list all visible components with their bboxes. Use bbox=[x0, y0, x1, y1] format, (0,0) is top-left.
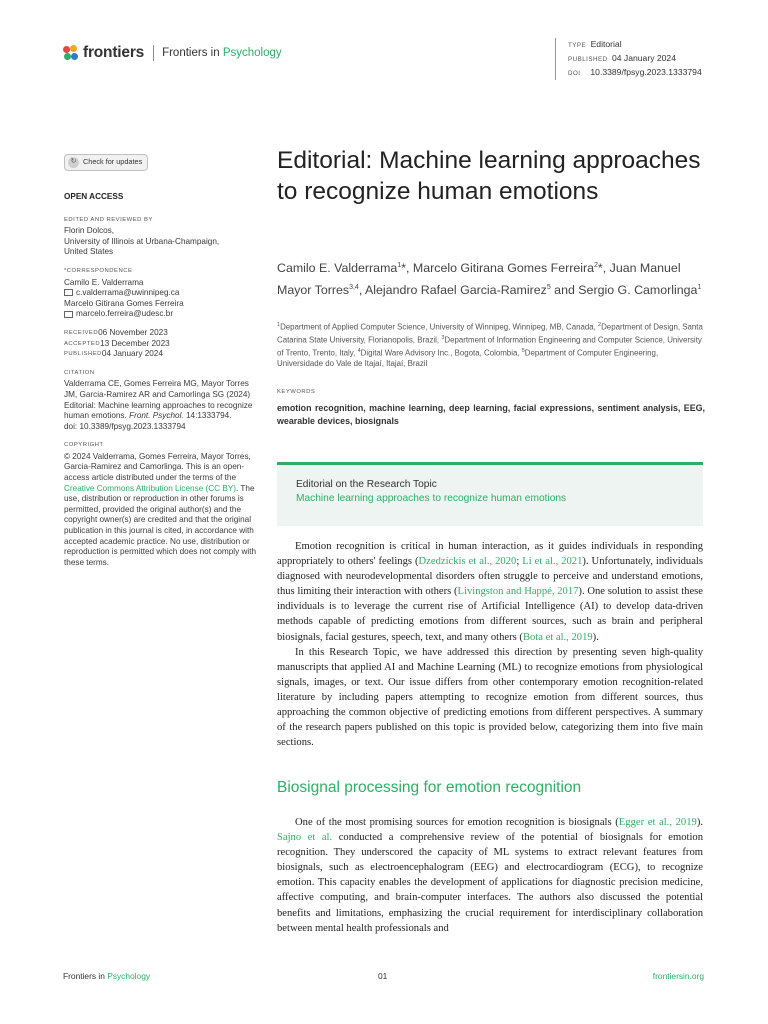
citation-link[interactable]: Livingston and Happé, 2017 bbox=[457, 586, 579, 598]
citation-text: Valderrama CE, Gomes Ferreira MG, Mayor Torres JM, Garcia-Ramirez AR and Camorlinga SG (2024) Editorial: Machine learning approaches to recognize human emotions. Front. Psychol. 14:1333794. doi: 10.3389/fpsyg.2023.1333794 bbox=[64, 379, 253, 431]
check-for-updates-label: Check for updates bbox=[83, 157, 143, 167]
author[interactable]: Juan Manuel Mayor Torres$^{3,4}$ bbox=[277, 261, 681, 298]
editor-line: United States bbox=[64, 247, 114, 257]
logo-dot-orange bbox=[70, 45, 77, 52]
author-list: Camilo E. Valderrama$^1$*, Marcelo Gitirana Gomes Ferreira$^2$*, Juan Manuel Mayor Torres$^{3,4}$, Alejandro Rafael Garcia-Ramirez$^5$ and Sergio G. Camorlinga$^1$ bbox=[277, 261, 702, 298]
page-number: 01 bbox=[378, 971, 388, 981]
correspondent-email[interactable]: c.valderrama@uwinnipeg.ca bbox=[64, 288, 260, 299]
keywords: emotion recognition, machine learning, deep learning, facial expressions, sentiment analysis, EEG, wearable devices, biosignals bbox=[277, 403, 705, 426]
type-value: Editorial bbox=[590, 39, 622, 49]
citation-link[interactable]: Li et al., 2021 bbox=[522, 556, 583, 568]
check-for-updates-button[interactable] bbox=[64, 154, 148, 171]
citation-link[interactable]: Egger et al., 2019 bbox=[618, 817, 697, 828]
copyright-text: © 2024 Valderrama, Gomes Ferreira, Mayor Torres, Garcia-Ramirez and Camorlinga. This is an open-access article distributed under the terms of the Creative Commons Attribution License (CC BY). The use, distribution or reproduction in other forums is permitted, provided the original author(s) and the copyright owner(s) are credited and that the original publication in this journal is cited, in accordance with accepted academic practice. No use, distribution or reproduction is permitted which does not comply with these terms. bbox=[64, 451, 257, 567]
paragraph: In this Research Topic, we have addressed this direction by presenting seven high-quality manuscripts that applied AI and Machine Learning (ML) to recognize emotions from physiological signals, images, or text. Our issue differs from other contemporary emotion recognition-related literature by including papers attempting to recognize emotion from different sources, thus approaching the common objective of predicting emotions from different perspectives. A summary of the research papers published on this topic is provided below, categorizing them into five main sections. bbox=[277, 646, 703, 749]
brand-name: frontiers bbox=[83, 44, 145, 61]
correspondent-name: Camilo E. Valderrama bbox=[64, 277, 144, 287]
doi-label: DOI bbox=[568, 70, 581, 77]
citation-link[interactable]: Sajno et al. bbox=[277, 832, 333, 844]
author[interactable]: Alejandro Rafael Garcia-Ramirez$^5$ bbox=[365, 283, 551, 298]
edited-label: EDITED AND REVIEWED BY bbox=[64, 216, 153, 223]
keywords-label: KEYWORDS bbox=[277, 389, 316, 395]
cc-by-license-link[interactable]: Creative Commons Attribution License (CC BY) bbox=[64, 483, 237, 493]
correspondent-email[interactable]: marcelo.ferreira@udesc.br bbox=[64, 309, 260, 320]
footer-site-link[interactable]: frontiersin.org bbox=[652, 971, 704, 981]
paragraph: Emotion recognition is critical in human interaction, as it guides individuals in responding appropriately to others' feelings (Dzedzickis et al., 2020; Li et al., 2021). Unfortunately, individuals diagnosed with neurodevelopmental disorders often struggle to perceive and understand emotions, thus limiting their interaction with others (Livingston and Happé, 2017). One solution to assist these individuals is to leverage the current rise of Artificial Intelligence (AI) to develop data-driven methods capable of predicting emotions from different sources, such as brain and peripheral biosignals, facial gestures, speech, text, and many others (Bota et al., 2019). bbox=[277, 541, 703, 643]
sidebar bbox=[64, 154, 260, 568]
affiliations: $^1$Department of Applied Computer Science, University of Winnipeg, Winnipeg, MB, Canada, $^2$Department of Design, Santa Catarina State University, Florianopolis, Brazil, $^3$Department of Information Engineering and Computer Science, University of Trento, Trento, Italy, $^4$Digital Ware Advisory Inc., Bogota, Colombia, $^5$Department of Computer Engineering, Universidade do Vale de Itajaí, Itajaí, Brazil bbox=[277, 322, 703, 369]
logo-dot-blue bbox=[71, 53, 78, 60]
citation-link[interactable]: Bota et al., 2019 bbox=[522, 631, 593, 643]
copyright-label: COPYRIGHT bbox=[64, 442, 104, 449]
author[interactable]: Camilo E. Valderrama$^1$* bbox=[277, 261, 407, 276]
envelope-icon bbox=[64, 311, 73, 318]
frontiers-logo[interactable] bbox=[63, 44, 282, 62]
author[interactable]: Sergio G. Camorlinga$^1$ bbox=[578, 283, 702, 298]
logo-divider bbox=[153, 45, 154, 61]
body-text-intro bbox=[277, 539, 703, 750]
journal-name: Frontiers in Psychology bbox=[162, 47, 282, 59]
logo-dot-red bbox=[63, 46, 70, 53]
article-meta bbox=[555, 38, 702, 80]
citation-label: CITATION bbox=[64, 369, 95, 376]
topic-title-link[interactable]: Machine learning approaches to recognize human emotions bbox=[296, 493, 567, 504]
footer-journal: Frontiers in Psychology bbox=[63, 971, 151, 981]
body-text-biosignal bbox=[277, 815, 703, 936]
doi-value[interactable]: 10.3389/fpsyg.2023.1333794 bbox=[590, 67, 702, 77]
section-heading: Biosignal processing for emotion recognition bbox=[277, 779, 582, 796]
frontiers-logo-icon bbox=[63, 45, 79, 61]
logo-dot-green bbox=[64, 53, 71, 60]
envelope-icon bbox=[64, 289, 73, 296]
topic-heading: Editorial on the Research Topic bbox=[296, 479, 437, 490]
published-label: PUBLISHED bbox=[568, 56, 608, 63]
received-row: RECEIVED 06 November 2023 bbox=[64, 327, 168, 337]
editor-line: University of Illinois at Urbana-Champaign, bbox=[64, 236, 220, 246]
author[interactable]: Marcelo Gitirana Gomes Ferreira$^2$* bbox=[412, 261, 603, 276]
refresh-icon: ↻ bbox=[68, 157, 79, 168]
citation-link[interactable]: Dzedzickis et al., 2020 bbox=[418, 556, 517, 568]
paragraph: One of the most promising sources for emotion recognition is biosignals (Egger et al., 2019). Sajno et al. conducted a comprehensive review of the potential of biosignals for emotion recognition. They underscored the capacity of ML systems to extract relevant features from biosignals, such as electroencephalogram (EEG) and electrocardiogram (ECG), to recognize emotion. This capacity enables the development of applications for diagnostic precision medicine, affective computing, and brain-computer interfaces. The authors also discussed the potential benefits and limitations, emphasizing the crucial requirement for interdisciplinary collaboration between mental health professionals and bbox=[277, 817, 704, 934]
editor-line: Florin Dolcos, bbox=[64, 226, 115, 236]
correspondence-label: *CORRESPONDENCE bbox=[64, 267, 133, 274]
type-label: TYPE bbox=[568, 42, 587, 49]
article-title: Editorial: Machine learning approaches to recognize human emotions bbox=[277, 147, 701, 205]
published-value: 04 January 2024 bbox=[611, 53, 676, 63]
accepted-row: ACCEPTED 13 December 2023 bbox=[64, 338, 170, 348]
open-access-label: OPEN ACCESS bbox=[64, 192, 124, 201]
published-row: PUBLISHED 04 January 2024 bbox=[64, 349, 163, 359]
correspondent-name: Marcelo Gitirana Gomes Ferreira bbox=[64, 298, 184, 308]
research-topic-box bbox=[277, 462, 703, 526]
